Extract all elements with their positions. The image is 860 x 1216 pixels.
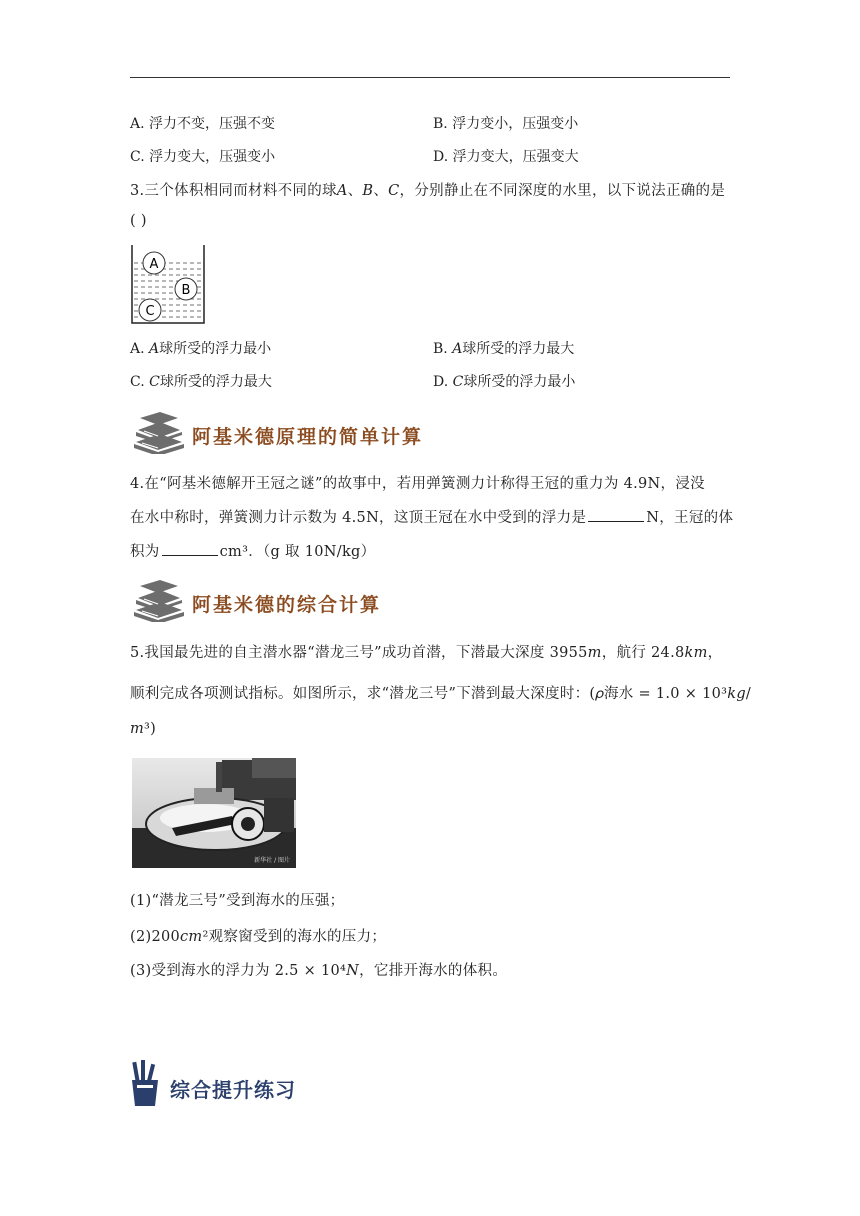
q2-option-a: A. 浮力不变，压强不变 bbox=[130, 116, 276, 132]
ball-b-label: B bbox=[181, 283, 191, 298]
header-rule bbox=[130, 77, 730, 78]
photo-caption: 新华社 / 图片 bbox=[254, 857, 290, 864]
section-title-practice: 综合提升练习 bbox=[170, 1078, 296, 1102]
q5-sub3: (3)受到海水的浮力为 2.5 × 10⁴𝑁，它排开海水的体积。 bbox=[130, 963, 508, 979]
ball-a-label: A bbox=[149, 257, 159, 272]
submarine-photo bbox=[132, 758, 296, 868]
section-title-simple-calc: 阿基米德原理的简单计算 bbox=[192, 426, 424, 448]
q2-option-c: C. 浮力变大，压强变小 bbox=[130, 149, 276, 165]
q5-sub1: (1)“潜龙三号”受到海水的压强； bbox=[130, 893, 345, 909]
q3-stem-line2: ( ) bbox=[130, 213, 147, 229]
q2-option-d: D. 浮力变大，压强变大 bbox=[433, 149, 579, 165]
q5-line2: 顺利完成各项测试指标。如图所示，求“潜龙三号”下潜到最大深度时：(𝜌海水 = 1.0 × 10³𝑘𝑔/ bbox=[130, 686, 752, 702]
q3-option-b: B. 𝐴球所受的浮力最大 bbox=[433, 341, 575, 357]
q4-blank-buoyancy[interactable] bbox=[588, 507, 644, 522]
q4-blank-volume[interactable] bbox=[162, 541, 218, 556]
q2-option-b: B. 浮力变小，压强变小 bbox=[433, 116, 579, 132]
q3-option-d: D. 𝐶球所受的浮力最小 bbox=[433, 374, 576, 390]
water-tank-diagram bbox=[128, 243, 208, 327]
q4-line2: 在水中称时，弹簧测力计示数为 4.5N，这顶王冠在水中受到的浮力是 N，王冠的体 bbox=[130, 506, 733, 527]
q3-option-a: A. 𝐴球所受的浮力最小 bbox=[130, 341, 272, 357]
books-icon bbox=[130, 580, 186, 622]
section-title-comprehensive-calc: 阿基米德的综合计算 bbox=[192, 594, 382, 616]
q5-line3: 𝑚³) bbox=[130, 721, 157, 737]
q5-line1: 5.我国最先进的自主潜水器“潜龙三号”成功首潜，下潜最大深度 3955𝑚，航行 24.8𝑘𝑚， bbox=[130, 645, 723, 661]
q3-stem-line1: 3.三个体积相同而材料不同的球𝐴、𝐵、𝐶，分别静止在不同深度的水里，以下说法正确的是 bbox=[130, 183, 726, 199]
books-icon bbox=[130, 412, 186, 454]
pencil-cup-icon bbox=[128, 1060, 162, 1108]
q3-option-c: C. 𝐶球所受的浮力最大 bbox=[130, 374, 272, 390]
ball-c-label: C bbox=[145, 304, 155, 319]
q5-sub2: (2)200𝑐𝑚²观察窗受到的海水的压力； bbox=[130, 929, 387, 945]
q4-line1: 4.在“阿基米德解开王冠之谜”的故事中，若用弹簧测力计称得王冠的重力为 4.9N，浸没 bbox=[130, 476, 705, 492]
q4-line3: 积为 cm³．（g 取 10N/kg） bbox=[130, 540, 375, 561]
